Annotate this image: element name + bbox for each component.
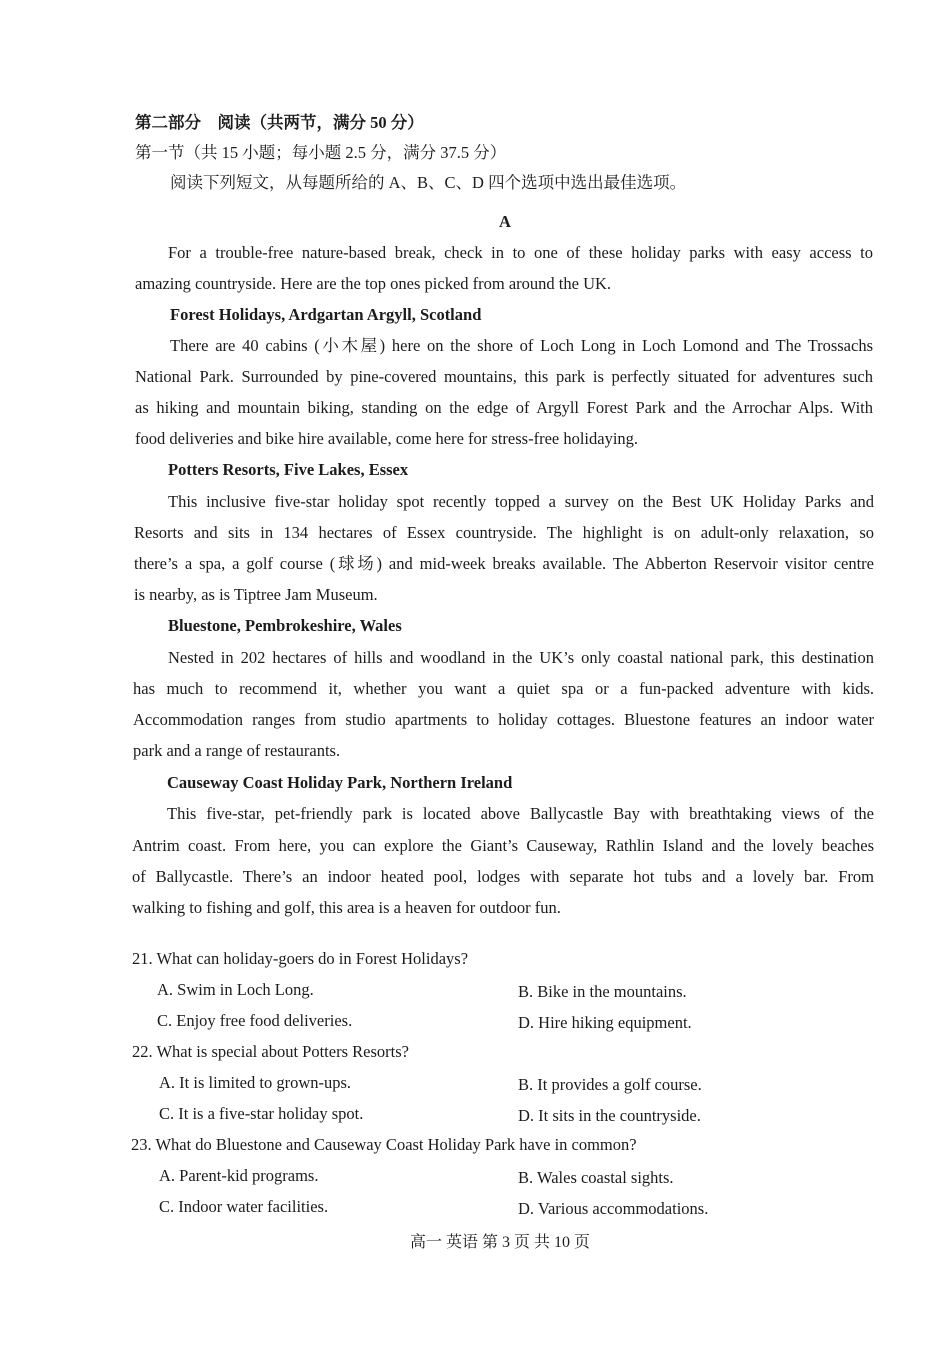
intro-line: For a trouble-free nature-based break, check in to one of these holiday parks with easy access to xyxy=(168,243,873,262)
park-line: Nested in 202 hectares of hills and woodland in the UK’s only coastal national park, this destination xyxy=(168,648,874,667)
part-title: 第二部分 阅读（共两节，满分 50 分） xyxy=(135,113,424,132)
question-option: D. It sits in the countryside. xyxy=(518,1106,701,1125)
park-line: as hiking and mountain biking, standing on the edge of Argyll Forest Park and the Arrochar Alps. With xyxy=(135,398,873,417)
question-option: C. It is a five-star holiday spot. xyxy=(159,1104,364,1123)
park-line: This five-star, pet-friendly park is located above Ballycastle Bay with breathtaking views of the xyxy=(167,804,874,823)
park-line: National Park. Surrounded by pine-covered mountains, this park is perfectly situated for adventures such xyxy=(135,367,873,386)
question-option: B. Wales coastal sights. xyxy=(518,1168,674,1187)
question-option: A. Swim in Loch Long. xyxy=(157,980,314,999)
question-option: B. It provides a golf course. xyxy=(518,1075,702,1094)
park-line: Resorts and sits in 134 hectares of Essex countryside. The highlight is on adult-only relaxation, so xyxy=(134,523,874,542)
park-heading-bluestone: Bluestone, Pembrokeshire, Wales xyxy=(168,616,402,635)
park-heading-potters-resorts: Potters Resorts, Five Lakes, Essex xyxy=(168,460,409,479)
instructions: 阅读下列短文，从每题所给的 A、B、C、D 四个选项中选出最佳选项。 xyxy=(170,173,687,192)
question-option: C. Indoor water facilities. xyxy=(159,1197,329,1216)
question-stem-22: 22. What is special about Potters Resorts? xyxy=(132,1042,409,1061)
park-line: of Ballycastle. There’s an indoor heated pool, lodges with separate hot tubs and a lovely bar. From xyxy=(132,867,874,886)
question-option: D. Various accommodations. xyxy=(518,1199,709,1218)
question-option: A. It is limited to grown-ups. xyxy=(159,1073,352,1092)
passage-letter: A xyxy=(499,212,511,231)
park-heading-forest-holidays: Forest Holidays, Ardgartan Argyll, Scotland xyxy=(170,305,482,324)
park-line: There are 40 cabins (小木屋) here on the shore of Loch Long in Loch Lomond and The Trossachs xyxy=(170,336,873,355)
question-option: B. Bike in the mountains. xyxy=(518,982,687,1001)
park-line: Accommodation ranges from studio apartments to holiday cottages. Bluestone features an indoor water xyxy=(133,710,874,729)
question-stem-23: 23. What do Bluestone and Causeway Coast Holiday Park have in common? xyxy=(131,1135,637,1154)
question-option: C. Enjoy free food deliveries. xyxy=(157,1011,353,1030)
park-heading-causeway-coast: Causeway Coast Holiday Park, Northern Ireland xyxy=(167,773,513,792)
page-footer: 高一 英语 第 3 页 共 10 页 xyxy=(409,1234,590,1251)
intro-line: amazing countryside. Here are the top ones picked from around the UK. xyxy=(135,274,612,293)
park-line: has much to recommend it, whether you want a quiet spa or a fun-packed adventure with kids. xyxy=(133,679,874,698)
park-line: food deliveries and bike hire available, come here for stress-free holidaying. xyxy=(135,429,639,448)
park-line: park and a range of restaurants. xyxy=(133,741,341,760)
question-option: A. Parent-kid programs. xyxy=(159,1166,319,1185)
park-line: This inclusive five-star holiday spot recently topped a survey on the Best UK Holiday Parks and xyxy=(168,492,874,511)
park-line: there’s a spa, a golf course (球场) and mid-week breaks available. The Abberton Reservoir visitor centre xyxy=(134,554,874,573)
question-stem-21: 21. What can holiday-goers do in Forest Holidays? xyxy=(132,949,469,968)
park-line: Antrim coast. From here, you can explore the Giant’s Causeway, Rathlin Island and the lovely beaches xyxy=(132,836,874,855)
park-line: walking to fishing and golf, this area is a heaven for outdoor fun. xyxy=(132,898,561,917)
subsection-title: 第一节（共 15 小题；每小题 2.5 分，满分 37.5 分） xyxy=(135,143,507,162)
question-option: D. Hire hiking equipment. xyxy=(518,1013,692,1032)
park-line: is nearby, as is Tiptree Jam Museum. xyxy=(134,585,378,604)
